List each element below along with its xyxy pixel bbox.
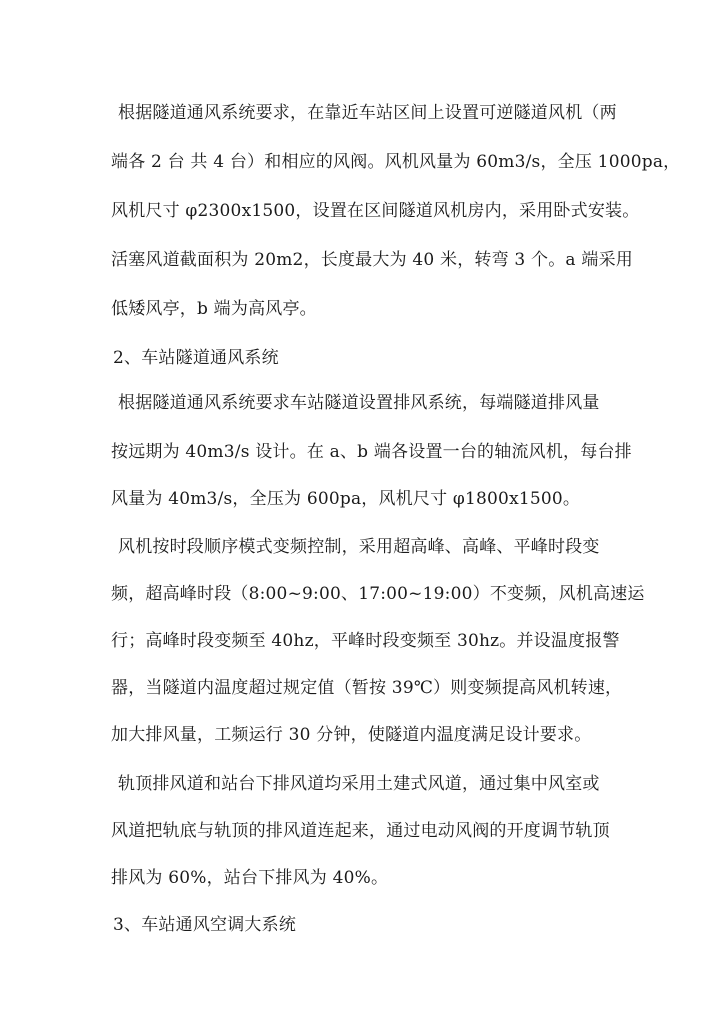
paragraph-4-line-2: 风道把轨底与轨顶的排风道连起来，通过电动风阀的开度调节轨顶: [111, 821, 610, 841]
paragraph-4-line-1: 轨顶排风道和站台下排风道均采用土建式风道，通过集中风室或: [118, 774, 600, 794]
section-heading-3: 3、车站通风空调大系统: [113, 915, 297, 935]
paragraph-2-line-2: 按远期为 40m3/s 设计。在 a、b 端各设置一台的轴流风机，每台排: [111, 442, 632, 462]
section-heading-2: 2、车站隧道通风系统: [113, 348, 279, 368]
paragraph-3-line-2: 频，超高峰时段（8:00~9:00、17:00~19:00）不变频，风机高速运: [111, 584, 645, 604]
paragraph-2-line-3: 风量为 40m3/s，全压为 600pa，风机尺寸 φ1800x1500。: [111, 489, 581, 509]
paragraph-1-line-5: 低矮风亭，b 端为高风亭。: [111, 299, 317, 319]
paragraph-2-line-1: 根据隧道通风系统要求车站隧道设置排风系统，每端隧道排风量: [118, 393, 600, 413]
paragraph-4-line-3: 排风为 60%，站台下排风为 40%。: [111, 868, 389, 888]
paragraph-1-line-2: 端各 2 台 共 4 台）和相应的风阀。风机风量为 60m3/s，全压 1000pa，: [111, 152, 681, 172]
paragraph-3-line-1: 风机按时段顺序模式变频控制，采用超高峰、高峰、平峰时段变: [118, 537, 600, 557]
paragraph-1-line-3: 风机尺寸 φ2300x1500，设置在区间隧道风机房内，采用卧式安装。: [111, 201, 640, 221]
paragraph-3-line-3: 行；高峰时段变频至 40hz，平峰时段变频至 30hz。并设温度报警: [111, 631, 620, 651]
paragraph-3-line-5: 加大排风量，工频运行 30 分钟，使隧道内温度满足设计要求。: [111, 725, 592, 745]
paragraph-1-line-1: 根据隧道通风系统要求，在靠近车站区间上设置可逆隧道风机（两: [118, 103, 617, 123]
paragraph-1-line-4: 活塞风道截面积为 20m2，长度最大为 40 米，转弯 3 个。a 端采用: [111, 250, 633, 270]
paragraph-3-line-4: 器，当隧道内温度超过规定值（暂按 39℃）则变频提高风机转速，: [111, 678, 623, 698]
